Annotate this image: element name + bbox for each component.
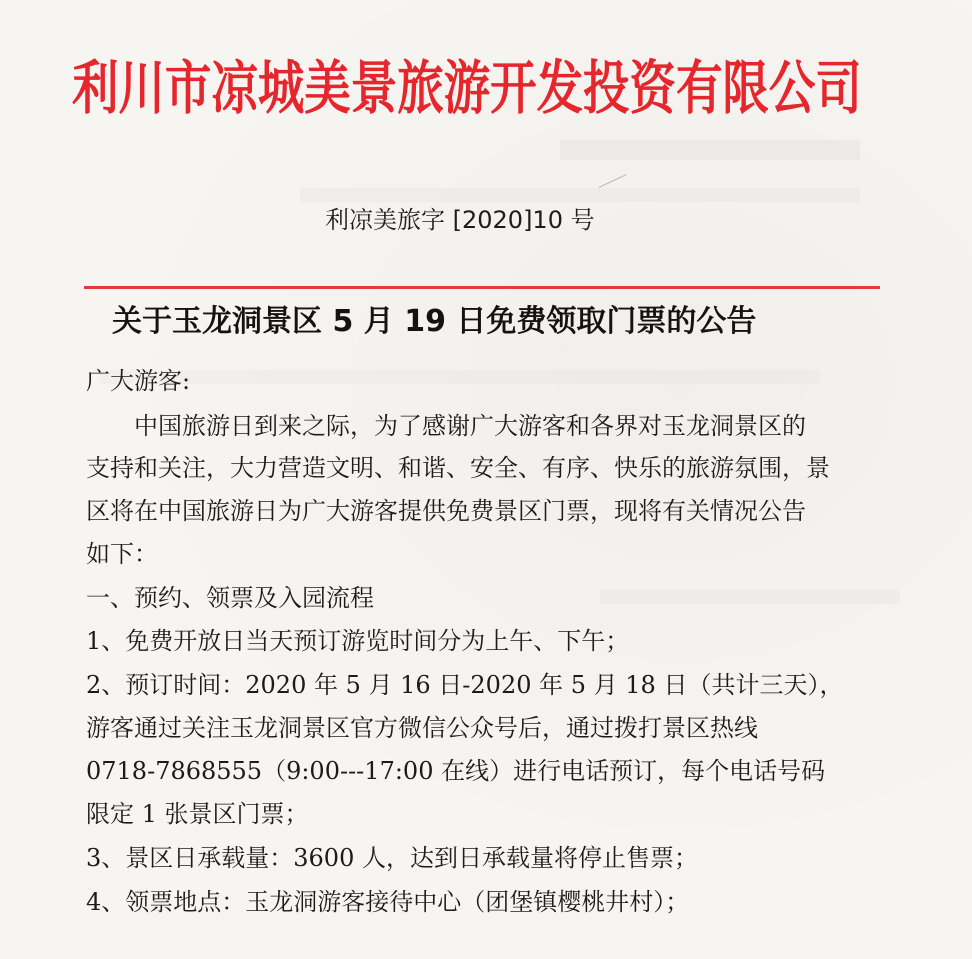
bleed-through-mark [100,370,820,384]
body-line: 4、领票地点：玉龙洞游客接待中心（团堡镇樱桃井村）； [86,888,690,916]
section-heading: 一、预约、领票及入园流程 [86,584,374,612]
notice-title: 关于玉龙洞景区 5 月 19 日免费领取门票的公告 [112,304,757,339]
body-line: 游客通过关注玉龙洞景区官方微信公众号后，通过拨打景区热线 [86,714,758,742]
body-line: 区将在中国旅游日为广大游客提供免费景区门票，现将有关情况公告 [86,497,806,525]
body-line: 支持和关注，大力营造文明、和谐、安全、有序、快乐的旅游氛围，景 [86,454,830,482]
paper-mark [599,174,632,198]
body-line: 限定 1 张景区门票； [86,800,309,828]
body-line: 中国旅游日到来之际，为了感谢广大游客和各界对玉龙洞景区的 [134,412,806,440]
document-number: 利凉美旅字 [2020]10 号 [325,206,595,234]
bleed-through-mark [600,590,900,604]
body-line: 0718-7868555（9:00---17:00 在线）进行电话预订，每个电话号码 [86,757,826,785]
bleed-through-mark [560,140,860,160]
body-line: 1、免费开放日当天预订游览时间分为上午、下午； [86,627,630,655]
letterhead-divider [84,286,880,289]
salutation: 广大游客: [86,367,191,395]
body-line: 如下： [86,540,158,568]
company-letterhead: 利川市凉城美景旅游开发投资有限公司 [72,54,862,122]
body-line: 2、预订时间：2020 年 5 月 16 日-2020 年 5 月 18 日（共计三天）， [86,671,844,699]
body-line: 3、景区日承载量：3600 人，达到日承载量将停止售票； [86,844,698,872]
